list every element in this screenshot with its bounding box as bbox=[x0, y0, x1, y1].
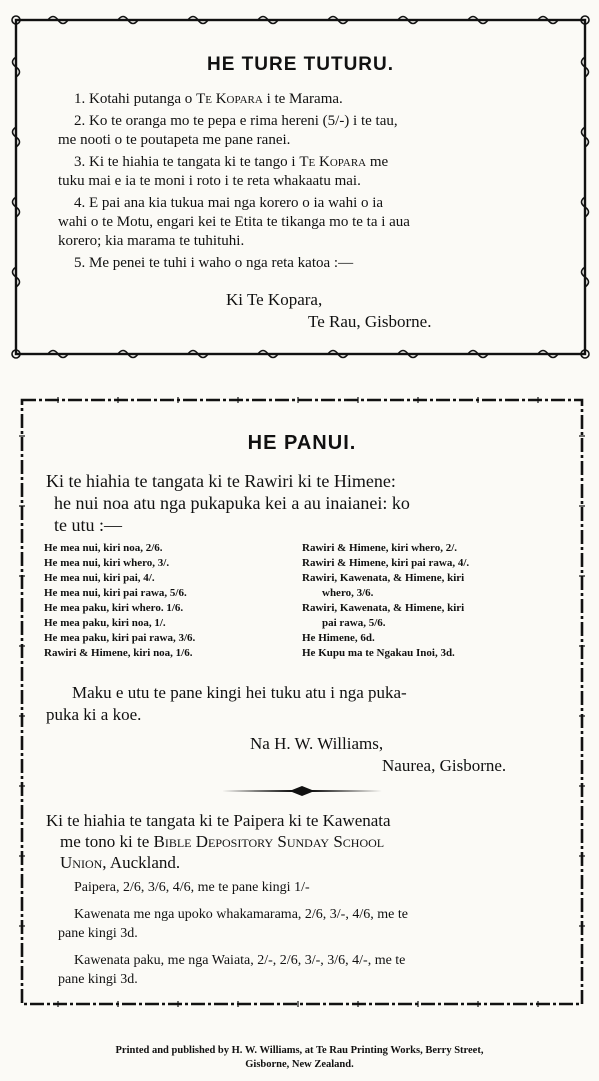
rule-3: 3. Ki te hiahia te tangata ki te tango i Te Kopara me bbox=[74, 154, 389, 170]
price-item: Rawiri & Himene, kiri whero, 2/. bbox=[302, 542, 457, 554]
bible-line-2: me tono ki te Bible Depository Sunday School bbox=[60, 832, 385, 851]
price-item: Rawiri & Himene, kiri pai rawa, 4/. bbox=[302, 557, 470, 569]
price-item: He mea nui, kiri pai rawa, 5/6. bbox=[44, 587, 187, 599]
rules-title: HE TURE TUTURU. bbox=[206, 54, 395, 75]
imprint-footer bbox=[0, 1044, 599, 1072]
kawenata-price-2: pane kingi 3d. bbox=[58, 926, 138, 941]
paipera-price: Paipera, 2/6, 3/6, 4/6, me te pane kingi 1/- bbox=[74, 880, 310, 895]
price-item: He Kupu ma te Ngakau Inoi, 3d. bbox=[302, 647, 455, 659]
price-item: Rawiri & Himene, kiri noa, 1/6. bbox=[44, 647, 193, 659]
rule-5: 5. Me penei te tuhi i waho o nga reta katoa :— bbox=[74, 255, 354, 271]
signature-place: Naurea, Gisborne. bbox=[382, 756, 507, 775]
rules-box bbox=[8, 12, 593, 362]
rule-4: 4. E pai ana kia tukua mai nga korero o ia wahi o ia bbox=[74, 195, 384, 211]
imprint-line-1: Printed and published by H. W. Williams, at Te Rau Printing Works, Berry Street, bbox=[115, 1045, 484, 1056]
price-item: He mea paku, kiri noa, 1/. bbox=[44, 617, 166, 629]
rule-3-line2: tuku mai e ia te moni i roto i te reta whakaatu mai. bbox=[58, 173, 361, 189]
rule-4-line2: wahi o te Motu, engari kei te Etita te tikanga mo te ta i aua bbox=[58, 214, 410, 230]
notice-intro-1: Ki te hiahia te tangata ki te Rawiri ki te Himene: bbox=[46, 471, 396, 491]
rule-4-line3: korero; kia marama te tuhituhi. bbox=[58, 233, 245, 249]
price-item: He mea paku, kiri whero. 1/6. bbox=[44, 602, 184, 614]
address-line-1: Ki Te Kopara, bbox=[226, 290, 323, 309]
maku-line-2: puka ki a koe. bbox=[46, 705, 142, 724]
divider-ornament bbox=[222, 786, 382, 796]
price-item: He mea nui, kiri pai, 4/. bbox=[44, 572, 155, 584]
rule-2: 2. Ko te oranga mo te pepa e rima hereni (5/-) i te tau, bbox=[74, 113, 398, 129]
price-item: He mea nui, kiri noa, 2/6. bbox=[44, 542, 163, 554]
price-list-left bbox=[44, 541, 294, 661]
address-line-2: Te Rau, Gisborne. bbox=[308, 312, 432, 331]
bible-line-3: Union, Auckland. bbox=[60, 853, 181, 872]
notice-title: HE PANUI. bbox=[247, 432, 357, 454]
kawenata-paku-1: Kawenata paku, me nga Waiata, 2/-, 2/6, 3/-, 3/6, 4/-, me te bbox=[74, 953, 406, 968]
price-item: Rawiri, Kawenata, & Himene, kiri bbox=[302, 572, 465, 584]
notice-intro-2: he nui noa atu nga pukapuka kei a au inaianei: ko bbox=[54, 493, 410, 513]
price-list-right bbox=[302, 541, 572, 661]
maku-line-1: Maku e utu te pane kingi hei tuku atu i nga puka- bbox=[72, 683, 407, 702]
price-item: He mea paku, kiri pai rawa, 3/6. bbox=[44, 632, 196, 644]
notice-box bbox=[18, 396, 586, 1008]
notice-intro-3: te utu :— bbox=[54, 515, 122, 535]
price-item: He Himene, 6d. bbox=[302, 632, 375, 644]
price-item: Rawiri, Kawenata, & Himene, kiri bbox=[302, 602, 465, 614]
kawenata-price-1: Kawenata me nga upoko whakamarama, 2/6, 3/-, 4/6, me te bbox=[74, 907, 408, 922]
price-item: He mea nui, kiri whero, 3/. bbox=[44, 557, 170, 569]
rule-1: 1. Kotahi putanga o Te Kopara i te Marama. bbox=[74, 91, 343, 107]
price-item: pai rawa, 5/6. bbox=[322, 617, 386, 629]
kawenata-paku-2: pane kingi 3d. bbox=[58, 972, 138, 987]
rule-2-line2: me nooti o te poutapeta me pane ranei. bbox=[58, 132, 291, 148]
signature-name: Na H. W. Williams, bbox=[250, 734, 384, 753]
bible-line-1: Ki te hiahia te tangata ki te Paipera ki te Kawenata bbox=[46, 811, 391, 830]
price-item: whero, 3/6. bbox=[322, 587, 374, 599]
imprint-line-2: Gisborne, New Zealand. bbox=[245, 1059, 354, 1070]
